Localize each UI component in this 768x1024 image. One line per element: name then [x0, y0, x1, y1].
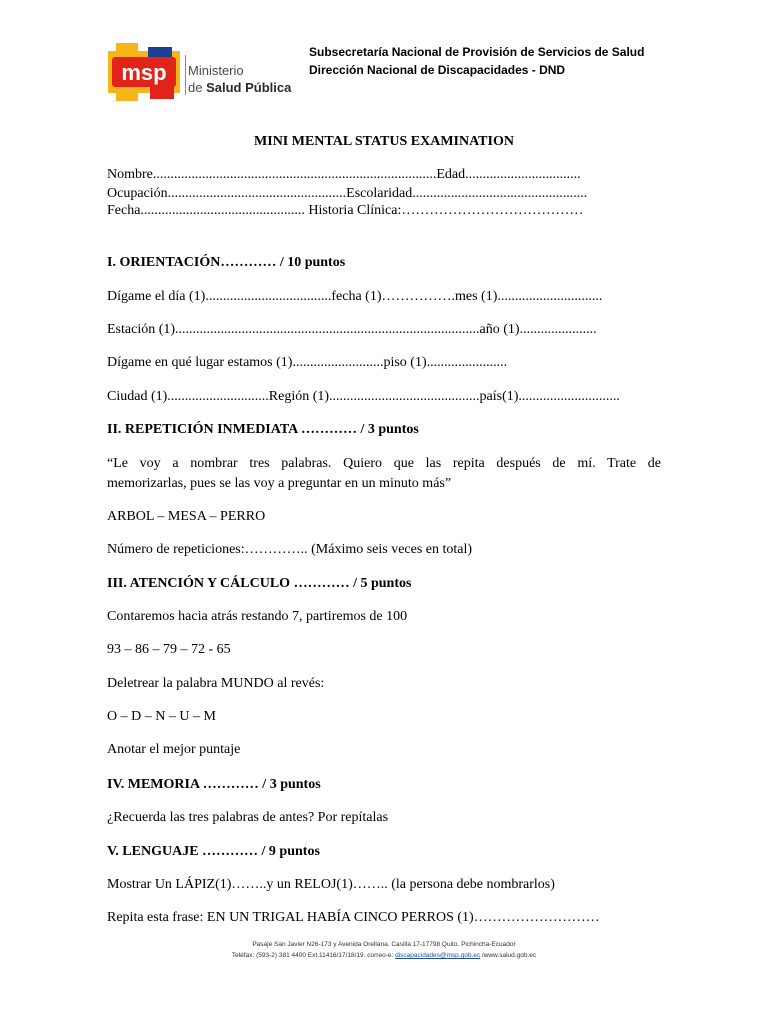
- atencion-line: 93 – 86 – 79 – 72 - 65: [107, 642, 231, 657]
- footer-email-link[interactable]: discapacidades@msp.gob.ec: [395, 952, 481, 959]
- field-nombre-edad: Nombre.................................................................................Edad.................................: [107, 167, 581, 182]
- orientacion-line: Dígame el día (1)....................................fecha (1)…………….mes (1)..............................: [107, 289, 603, 304]
- logo-line1: Ministerio: [188, 63, 244, 78]
- field-fecha-historia: Fecha............................................... Historia Clínica:…………………………………: [107, 203, 584, 218]
- repeticion-quote-line-2: memorizarlas, pues se las voy a preguntar en un minuto más”: [107, 476, 452, 491]
- msp-logo: [108, 43, 298, 101]
- repeticion-quote-line-1: “Le voy a nombrar tres palabras. Quiero que las repita después de mí. Trate de: [107, 456, 661, 471]
- repeticion-words: ARBOL – MESA – PERRO: [107, 509, 266, 524]
- field-ocupacion-escolaridad: Ocupación...................................................Escolaridad..................................................: [107, 186, 588, 201]
- section-heading-orientacion: I. ORIENTACIÓN………… / 10 puntos: [107, 255, 346, 270]
- section-heading-lenguaje: V. LENGUAJE ………… / 9 puntos: [107, 844, 320, 859]
- section-heading-memoria: IV. MEMORIA ………… / 3 puntos: [107, 777, 321, 792]
- footer-contact: Teléfax: (593-2) 381 4400 Ext.11416/17/18/19. correo-e: discapacidades@msp.gob.ec /www.salud.gob.ec: [231, 952, 537, 959]
- lenguaje-line: Mostrar Un LÁPIZ(1)……..y un RELOJ(1)…….. (la persona debe nombrarlos): [107, 877, 555, 892]
- orientacion-line: Estación (1).......................................................................................año (1)......................: [107, 322, 597, 337]
- atencion-line: Anotar el mejor puntaje: [107, 742, 241, 757]
- logo-wordmark: msp: [121, 60, 167, 85]
- memoria-line: ¿Recuerda las tres palabras de antes? Por repítalas: [107, 810, 389, 825]
- footer-address: Pasaje San Javier N26-173 y Avenida Orellana. Casilla 17-17798 Quito. Pichincha-Ecuador: [252, 941, 516, 948]
- section-heading-atencion: III. ATENCIÓN Y CÁLCULO ………… / 5 puntos: [107, 576, 412, 591]
- org-line-1: Subsecretaría Nacional de Provisión de Servicios de Salud: [309, 45, 645, 59]
- atencion-line: O – D – N – U – M: [107, 709, 216, 724]
- lenguaje-line: Repita esta frase: EN UN TRIGAL HABÍA CINCO PERROS (1)………………………: [107, 910, 600, 925]
- atencion-line: Deletrear la palabra MUNDO al revés:: [107, 676, 325, 691]
- orientacion-line: Dígame en qué lugar estamos (1)..........................piso (1).......................: [107, 355, 508, 370]
- section-heading-repeticion: II. REPETICIÓN INMEDIATA ………… / 3 puntos: [107, 422, 419, 437]
- logo-line2: de Salud Pública: [188, 80, 292, 95]
- repeticion-count: Número de repeticiones:………….. (Máximo seis veces en total): [107, 542, 473, 557]
- ecuador-flag-logo-icon: [108, 43, 180, 101]
- atencion-line: Contaremos hacia atrás restando 7, partiremos de 100: [107, 609, 408, 624]
- orientacion-line: Ciudad (1).............................Región (1)...........................................país(1).............................: [107, 389, 620, 404]
- org-line-2: Dirección Nacional de Discapacidades - DND: [309, 63, 566, 77]
- page-title: MINI MENTAL STATUS EXAMINATION: [254, 134, 514, 149]
